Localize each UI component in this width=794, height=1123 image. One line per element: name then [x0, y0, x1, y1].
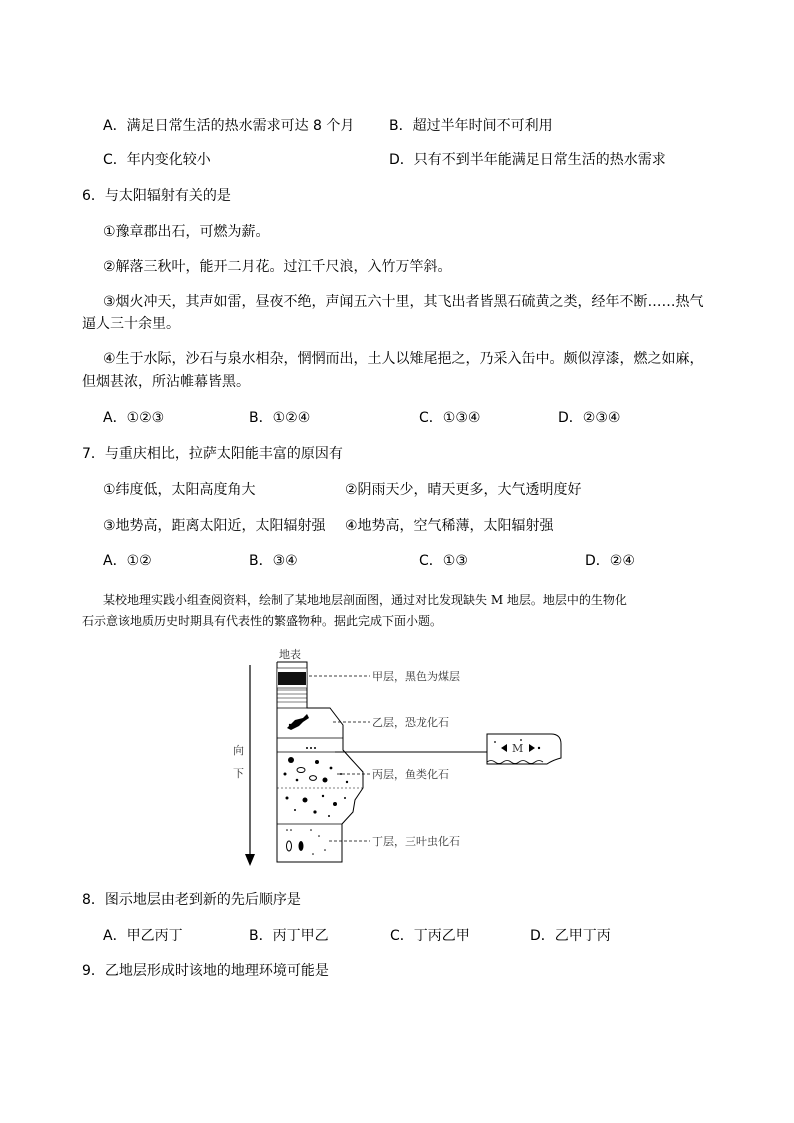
q6-option-b: B．①②④	[249, 410, 311, 426]
q8-stem: 8．图示地层由老到新的先后顺序是	[82, 892, 301, 908]
coal-seam	[278, 672, 306, 685]
passage-line-1: 某校地理实践小组查阅资料，绘制了某地地层剖面图，通过对比发现缺失 M 地层。地层中的生物化	[103, 593, 627, 607]
m-layer-label: M	[512, 742, 524, 755]
layer-ding-label: 丁层，三叶虫化石	[372, 835, 460, 848]
trilobite-fossil-icons	[286, 829, 326, 855]
q5-option-a: A．满足日常生活的热水需求可达 8 个月	[103, 118, 355, 134]
dinosaur-fossil-icon	[287, 714, 309, 730]
q5-option-b: B．超过半年时间不可利用	[389, 118, 553, 134]
passage-line-2: 石示意该地质历史时期具有代表性的繁盛物种。据此完成下面小题。	[82, 614, 443, 628]
q8-option-b: B．丙丁甲乙	[249, 928, 329, 944]
q7-stem: 7．与重庆相比，拉萨太阳能丰富的原因有	[82, 446, 343, 462]
direction-label-1: 向	[233, 744, 244, 757]
q7-item-1: ①纬度低，太阳高度角大	[103, 482, 256, 498]
q6-item-1: ①豫章郡出石，可燃为薪。	[103, 224, 270, 240]
layer-yi-label: 乙层，恐龙化石	[372, 716, 449, 729]
surface-label: 地表	[279, 648, 301, 661]
sediment-dots	[286, 795, 347, 817]
q6-option-c: C．①③④	[419, 410, 481, 426]
q6-option-a: A．①②③	[103, 410, 165, 426]
q6-item-3-line-1: ③烟火冲天，其声如雷，昼夜不绝，声闻五六十里，其飞出者皆黑石硫黄之类，经年不断……热气	[103, 294, 704, 310]
q8-option-a: A．甲乙丙丁	[103, 928, 183, 944]
q8-option-d: D．乙甲丁丙	[530, 928, 611, 944]
stratigraphic-column-diagram	[225, 640, 575, 875]
q7-item-2: ②阴雨天少，晴天更多，大气透明度好	[345, 482, 582, 498]
q7-option-c: C．①③	[419, 553, 468, 569]
q7-option-a: A．①②	[103, 553, 152, 569]
q7-option-b: B．③④	[249, 553, 298, 569]
q5-option-c: C．年内变化较小	[103, 152, 211, 168]
direction-label-2: 下	[233, 767, 244, 780]
q6-item-2: ②解落三秋叶，能开二月花。过江千尺浪，入竹万竿斜。	[103, 259, 452, 275]
down-arrow-head-icon	[245, 854, 255, 866]
q5-option-d: D．只有不到半年能满足日常生活的热水需求	[389, 152, 666, 168]
q7-option-d: D．②④	[585, 553, 635, 569]
m-layer-box	[487, 734, 561, 764]
q6-item-3-line-2: 逼人三十余里。	[82, 316, 180, 332]
q6-item-4-line-2: 但烟甚浓，所沾帷幕皆黑。	[82, 374, 250, 390]
q7-item-4: ④地势高，空气稀薄，太阳辐射强	[345, 518, 554, 534]
q9-stem: 9．乙地层形成时该地的地理环境可能是	[82, 963, 329, 979]
q8-option-c: C．丁丙乙甲	[390, 928, 470, 944]
layer-jia-label: 甲层，黑色为煤层	[372, 670, 460, 683]
q6-item-4-line-1: ④生于水际，沙石与泉水相杂，惘惘而出，土人以雉尾挹之，乃采入缶中。颇似淳漆，燃之如麻，	[103, 351, 704, 367]
layer-bing-label: 丙层，鱼类化石	[372, 768, 449, 781]
q6-stem: 6．与太阳辐射有关的是	[82, 188, 231, 204]
q6-option-d: D．②③④	[558, 410, 621, 426]
q7-item-3: ③地势高，距离太阳近，太阳辐射强	[103, 518, 326, 534]
